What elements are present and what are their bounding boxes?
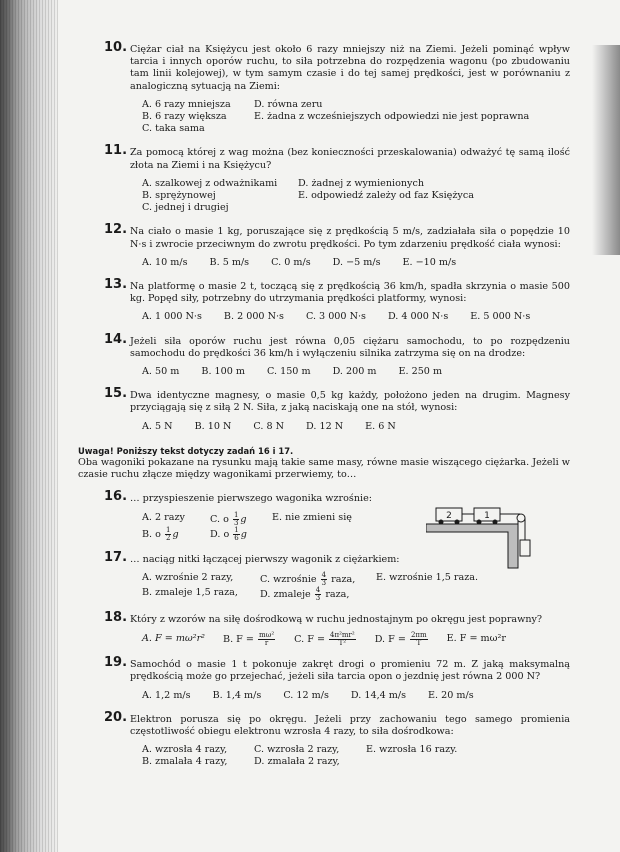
hanging-weight [520,540,530,556]
option-c-label: C. F = [294,634,329,646]
question-number: 12. [104,222,128,238]
option-c[interactable]: C. 150 m [267,366,311,378]
option-d-label: D. o [210,528,230,540]
option-b[interactable] [142,527,210,542]
option-a[interactable]: A. 2 razy [142,511,185,523]
cart-2-wheel [455,520,459,524]
option-e[interactable]: E. F = mω²r [446,633,506,645]
carts-pulley-diagram [426,506,538,574]
option-c[interactable] [294,632,357,647]
note-text: Oba wagoniki pokazane na rysunku mają takie same masy, równe masie wiszącego ciężarka. Jeżeli w czasie ruchu złącze między wagonikami przerwiemy, to… [78,457,570,481]
numerator: 2πm [410,631,427,640]
option-a[interactable]: A. 50 m [142,366,180,378]
option-e[interactable]: E. 20 m/s [428,689,474,701]
fraction [233,527,239,542]
answer-options [130,690,570,702]
option-d[interactable] [375,632,429,647]
option-a[interactable]: A. szalkowej z odważnikami [142,177,278,189]
option-d[interactable]: D. równa zeru [254,98,323,110]
table-shape [426,524,518,568]
option-b[interactable]: B. 100 m [201,366,245,378]
option-a[interactable]: A. 5 N [142,420,173,432]
option-e[interactable]: E. żadna z wcześniejszych odpowiedzi nie jest poprawna [254,111,530,123]
unit: raza, [331,573,356,585]
option-d[interactable]: D. 200 m [332,366,377,378]
question-14 [104,331,570,379]
question-10 [104,40,570,135]
fraction [233,512,239,527]
option-a[interactable]: A. 1 000 N·s [142,311,202,323]
cart-1-label: 1 [484,511,490,521]
option-b[interactable]: B. 2 000 N·s [223,311,284,323]
option-b[interactable]: B. 1,4 m/s [212,689,262,701]
option-b[interactable]: B. 5 m/s [209,256,250,268]
option-e[interactable]: E. wzrosła 16 razy. [366,744,458,756]
option-c[interactable]: C. 8 N [253,420,285,432]
question-text: Ciężar ciał na Księżycu jest około 6 razy mniejszy niż na Ziemi. Jeżeli pominąć wpływ tarcia i innych oporów ruchu, to siła potrzebna do rozpędzenia wagonu (po zbudowaniu tam linii kolejowej), w tym samym czasie i do tej samej prędkości, jest w porównaniu z analogiczną sytuacją na Ziemi: [130,44,570,92]
answer-options [130,572,570,602]
option-c[interactable]: C. 0 m/s [271,256,311,268]
question-text: Na ciało o masie 1 kg, poruszające się z prędkością 5 m/s, zadziałała siła o popędzie 10 N·s i zwrocie przeciwnym do zwrotu prędkości. Po tym zdarzeniu prędkość ciała wynosi: [130,226,570,250]
option-c[interactable]: C. taka sama [142,123,205,135]
question-number: 11. [104,143,128,159]
question-11 [104,143,570,214]
question-12 [104,222,570,269]
option-d[interactable] [260,587,376,602]
option-e[interactable]: E. 6 N [365,420,396,432]
denominator: 3 [321,578,327,587]
question-text: Dwa identyczne magnesy, o masie 0,5 kg każdy, położono jeden na drugim. Magnesy przyciągają się z siłą 2 N. Siła, z jaką naciskają one na stół, wynosi: [130,390,570,414]
answer-options [130,632,570,647]
option-b[interactable] [223,632,276,647]
fraction [410,632,428,647]
numerator: 1 [234,525,239,534]
numerator: 4 [321,570,327,579]
question-number: 16. [104,489,128,505]
option-c[interactable]: C. 3 000 N·s [305,311,366,323]
question-number: 14. [104,331,128,347]
pulley [517,514,525,522]
question-text: … przyspieszenie pierwszego wagonika wzrośnie: [130,493,372,505]
question-number: 15. [104,386,128,402]
question-text: Na platformę o masie 2 t, toczącą się z prędkością 36 km/h, spadła skrzynia o masie 500 kg. Popęd siły, potrzebny do utrzymania prędkości platformy, wynosi: [130,281,570,305]
question-18 [104,609,570,648]
option-b[interactable]: B. sprężynowej [142,190,216,202]
cart-1-wheel [493,520,497,524]
option-e[interactable]: E. wzrośnie 1,5 raza. [376,571,479,583]
answer-options [130,99,570,136]
option-c[interactable]: C. wzrosła 2 razy, [254,744,340,756]
option-c[interactable]: C. 12 m/s [283,689,329,701]
option-c-label: C. wzrośnie [260,573,317,585]
question-number: 10. [104,40,128,55]
option-b[interactable]: B. zmalała 4 razy, [142,756,228,768]
question-text: Jeżeli siła oporów ruchu jest równa 0,05 ciężaru samochodu, to po rozpędzeniu samochodu do prędkości 36 km/h i wyłączeniu silnika zatrzyma się on na drodze: [130,335,570,359]
question-number: 13. [104,277,128,293]
numerator: 1 [166,525,171,534]
denominator: 3 [315,593,321,602]
question-text: Elektron porusza się po okręgu. Jeżeli przy zachowaniu tego samego promienia częstotliwość obiegu elektronu wzrosła 4 razy, to siła dośrodkowa: [130,713,570,737]
question-number: 19. [104,655,128,671]
option-b[interactable]: B. zmaleje 1,5 raza, [142,586,238,598]
symbol-g: g [240,528,247,540]
answer-options [130,257,570,269]
option-a[interactable]: A. 6 razy mniejsza [142,98,231,110]
question-13 [104,277,570,324]
numerator: 1 [233,510,239,519]
fraction [315,587,321,602]
option-c[interactable] [260,572,376,587]
page-content [78,40,570,781]
question-text: Za pomocą której z wag można (bez konieczności przeskalowania) odważyć tę samą ilość złota na Ziemi i na Księżycu? [130,147,570,171]
question-number: 18. [104,609,128,625]
symbol-g: g [172,528,179,540]
question-text: … naciąg nitki łączącej pierwszy wagonik z ciężarkiem: [130,553,400,565]
option-c-label: C. o [210,513,229,525]
question-15 [104,386,570,433]
denominator: T² [338,639,347,648]
option-e[interactable]: E. 5 000 N·s [470,311,531,323]
option-a[interactable]: A. 1,2 m/s [142,689,191,701]
fraction [258,632,275,647]
note-block [78,445,570,482]
cart-1-wheel [477,520,481,524]
question-number: 20. [104,709,128,725]
option-b-label: B. F = [223,634,257,646]
symbol-g: g [240,513,247,525]
option-d[interactable]: D. −5 m/s [332,256,381,268]
option-a[interactable]: A. F = mω²r² [142,633,206,645]
option-d-label: D. zmaleje [260,588,311,600]
answer-options [130,421,570,433]
denominator: 2 [166,533,171,542]
fraction [165,527,171,542]
denominator: r [264,639,269,648]
numerator: 4 [315,585,321,594]
question-number: 17. [104,549,128,565]
option-b-label: B. o [142,528,161,540]
option-d[interactable]: D. żadnej z wymienionych [298,177,424,189]
cart-2-wheel [439,520,443,524]
fraction [321,572,327,587]
option-d-label: D. F = [374,634,409,646]
numerator: 4π²mr² [330,631,355,640]
answer-options [130,512,430,542]
option-d[interactable]: D. 12 N [306,420,344,432]
unit: raza, [325,588,350,600]
option-d[interactable] [210,527,272,542]
denominator: T [416,639,422,648]
cart-2-label: 2 [446,511,452,521]
option-d[interactable]: D. 14,4 m/s [350,689,407,701]
option-e[interactable]: E. odpowiedź zależy od faz Księżyca [298,190,474,202]
option-d[interactable]: D. zmalała 2 razy, [254,756,340,768]
note-label: Uwaga! Poniższy tekst dotyczy zadań 16 i 17. [78,445,294,456]
denominator: 6 [234,533,239,542]
question-text: Samochód o masie 1 t pokonuje zakręt drogi o promieniu 72 m. Z jaką maksymalną prędkością może go przejechać, jeżeli siła tarcia opon o jezdnię jest równa 2 000 N? [130,659,570,683]
answer-options [130,366,570,378]
option-a[interactable]: A. wzrosła 4 razy, [142,744,228,756]
option-c[interactable] [210,512,272,527]
option-b[interactable]: B. 6 razy większa [142,111,227,123]
option-e[interactable]: E. 250 m [398,366,443,378]
option-e[interactable]: E. nie zmieni się [272,511,352,523]
denominator: 3 [233,518,239,527]
answer-options [130,311,570,323]
question-16 [104,489,430,542]
option-c[interactable]: C. jednej i drugiej [142,202,229,214]
answer-options [130,744,570,768]
numerator: mω² [258,631,275,640]
page-edges [0,0,58,852]
option-a[interactable]: A. 10 m/s [142,256,188,268]
question-20 [104,709,570,769]
fraction [329,632,356,647]
option-d[interactable]: D. 4 000 N·s [387,311,449,323]
option-e[interactable]: E. −10 m/s [402,256,457,268]
question-text: Który z wzorów na siłę dośrodkową w ruchu jednostajnym po okręgu jest poprawny? [130,613,543,625]
answer-options [130,178,570,215]
question-19 [104,655,570,702]
option-a[interactable]: A. wzrośnie 2 razy, [142,571,234,583]
option-b[interactable]: B. 10 N [194,420,232,432]
right-edge-shadow [592,45,620,255]
